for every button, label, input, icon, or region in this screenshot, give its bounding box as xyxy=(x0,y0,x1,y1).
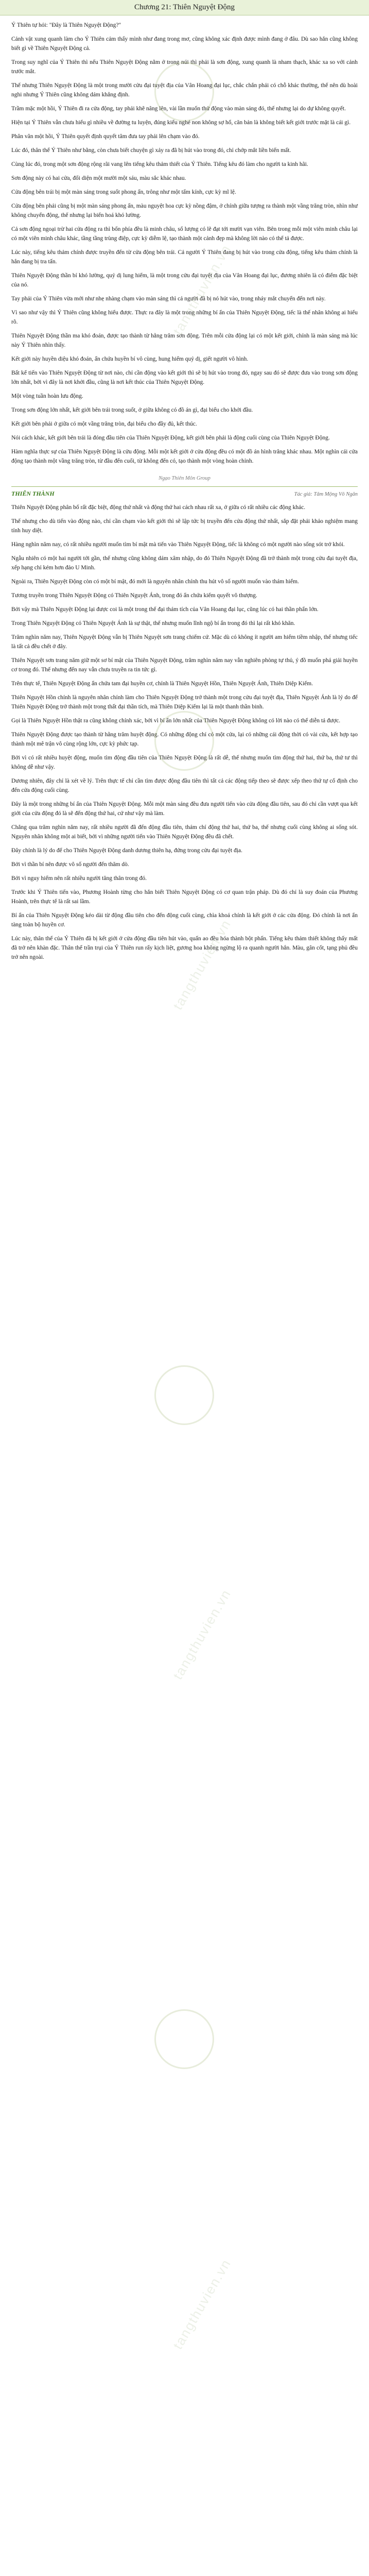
text-watermark-4: tangthuvien.vn xyxy=(170,2256,234,2352)
paragraph: Kết giới này huyền diệu khó đoán, ẩn chứa huyền bí vô cùng, hung hiểm quỷ dị, giết người vô hình. xyxy=(11,356,249,362)
paragraph: Ý Thiên tự hỏi: "Đây là Thiên Nguyệt Động?" xyxy=(11,22,121,28)
paragraph: Thiên Nguyệt sơn trang năm giữ một sơ bí mật của Thiên Nguyệt Động, trăm nghìn năm nay vẫn nghiên phòng tự thủ, ý đồ muốn phá giải huyền cơ trong đó. Thế nhưng đến nay vẫn chưa truyền ra tin tức gì. xyxy=(11,657,358,673)
paragraph: Ngẫu nhiên có một hai người tới gần, thế nhưng cũng không dám xâm nhập, do đó Thiên Nguyệt Động đã trở thành một trong cửu đại tuyệt địa, xếp hạng chỉ kém hơn đảo U Minh. xyxy=(11,555,358,571)
paragraph: Lúc này, tiếng kêu thảm chính được truyền đến từ cửa động bên trái. Cả người Ý Thiên đang bị hút vào trong cửa động, tiếng kêu thảm chính là hắn đang bị tra tấn. xyxy=(11,249,358,265)
paragraph: Trăm nghìn năm nay, Thiên Nguyệt Động vẫn bị Thiên Nguyệt sơn trang chiếm cứ. Mặc dù có không ít người am hiểm tiềm nhập, thế nhưng tiếc là tất cả đều chết ở đây. xyxy=(11,634,358,650)
paragraph: Hiện tại Ý Thiên vẫn chưa hiểu gì nhiều về đường tu luyện, đúng kiểu nghé non không sợ hổ, căn bản là không biết kết giới trước mặt là cái gì. xyxy=(11,120,351,126)
paragraph: Bởi vì nguy hiểm nên rất nhiều người tăng thân trong đó. xyxy=(11,875,147,882)
paragraph: Đây là một trong những bí ẩn của Thiên Nguyệt Động. Mỗi một màn sáng đều đưa người tiến vào cửa động đầu tiên, sau đó chỉ cần vượt qua kết giới của cửa động đó là sẽ đến động thứ hai, cứ như vậy mà làm. xyxy=(11,801,358,817)
paragraph: Phân vân một hồi, Ý Thiên quyết định quyết tâm đưa tay phải lên chạm vào đó. xyxy=(11,133,200,140)
chapter-title: Chương 21: Thiên Nguyệt Động xyxy=(134,3,235,11)
chapter-body-part-2 xyxy=(11,503,358,962)
paragraph: Bất kể tiến vào Thiên Nguyệt Động từ nơi nào, chỉ cần động vào kết giới thì sẽ bị hút vào trong đó, ngay sau đó sẽ được đưa vào trong sơn động lớn nhất, bởi vì đây là nơi khởi đầu, cũng là nơi kết thúc của Thiên Nguyệt Động. xyxy=(11,370,358,385)
paragraph: Tương truyền trong Thiên Nguyệt Động có Thiên Nguyệt Ánh, trong đó ẩn chứa kiếm quyết vô thượng. xyxy=(11,592,257,599)
author-credit: Tác giả: Tâm Mộng Vô Ngân xyxy=(294,492,358,497)
paragraph: Trong Thiên Nguyệt Động có Thiên Nguyệt Ánh là sự thật, thế nhưng muốn lĩnh ngộ bí ẩn trong đó thì lại rất khó khăn. xyxy=(11,620,295,626)
paragraph: Một vòng tuần hoàn lưu động. xyxy=(11,393,83,399)
paragraph: Bởi vì có rất nhiều huyệt động, muốn tìm động đầu tiên của Thiên Nguyệt Động là rất dễ, thế nhưng muốn tìm động thứ hai, thứ ba, thứ tư thì không dễ như vậy. xyxy=(11,755,358,770)
paragraph: Tay phải của Ý Thiên vừa mới như nhẹ nhàng chạm vào màn sáng thì cả người đã bị nó hút vào, trong nháy mắt chuyển đến nơi này. xyxy=(11,296,326,302)
paragraph: Kết giới bên phải ở giữa có một vầng trăng tròn, đại biểu cho đầy đủ, kết thúc. xyxy=(11,421,197,427)
text-watermark-3: tangthuvien.vn xyxy=(170,1586,234,1682)
paragraph: Cửa động bên phải cũng bị một màn sáng phong ấn, màu nguyệt hoa cực kỳ nồng đậm, ở chính giữa tượng ra thành một vầng trăng tròn, nhìn như không chuyển động, thế nhưng lại biến hoá khó lường. xyxy=(11,203,358,218)
paragraph: Vì sao như vậy thì Ý Thiên cũng không hiểu được. Thực ra đây là một trong những bí ẩn của Thiên Nguyệt Động, tiếc là thế nhân không ai hiểu rõ. xyxy=(11,310,358,325)
group-credit: Ngạo Thiên Môn Group xyxy=(159,476,210,481)
separator-line xyxy=(11,486,358,487)
paragraph: Nói cách khác, kết giới bên trái là đóng đầu tiên của Thiên Nguyệt Động, kết giới bên phải là động cuối cùng của Thiên Nguyệt Động. xyxy=(11,435,330,441)
paragraph: Cửa động bên trái bị một màn sáng trong suốt phong ấn, trông như một tấm kính, cực kỳ mĩ lệ. xyxy=(11,189,236,195)
chapter-header xyxy=(0,0,369,15)
paragraph: Trên thực tế, Thiên Nguyệt Động ẩn chứa tam đại huyền cơ, chính là Thiên Nguyệt Hồn, Thiên Nguyệt Ánh, Thiên Diệp Kiếm. xyxy=(11,681,313,687)
logo-watermark-lower xyxy=(154,1365,214,1425)
paragraph: Thiên Nguyệt Động thần ma khó đoán, được tạo thành từ hằng trăm sơn động. Trên mỗi cửa động lại có một kết giới, chính là màn sáng mà lúc này Ý Thiên nhìn thấy. xyxy=(11,333,358,348)
paragraph: Gọi là Thiên Nguyệt Hồn thật ra cũng không chính xác, bởi vì bí ẩn lớn nhất của Thiên Nguyệt Động không có lời nào có thể diễn tả được. xyxy=(11,718,341,724)
paragraph: Đây chính là lý do để cho Thiên Nguyệt Động danh dương thiên hạ, đứng trong cửu đại tuyệt địa. xyxy=(11,848,243,854)
part-header xyxy=(11,490,358,498)
paragraph: Trước khi Ý Thiên tiến vào, Phương Hoành từng cho hắn biết Thiên Nguyệt Động có cơ quan trận pháp. Dù đó chỉ là suy đoán của Phương Hoành, trên thực tế là rất sai lầm. xyxy=(11,889,358,905)
paragraph: Bởi vậy mà Thiên Nguyệt Động lại được coi là một trong thế đại thám tích của Vân Hoang đại lục, cũng lúc có hai thần phẩn lớn. xyxy=(11,606,319,613)
text-watermark-1: tangthuvien.vn xyxy=(170,242,234,337)
paragraph: Thiên Nguyệt Hồn chính là nguyên nhân chính làm cho Thiên Nguyệt Động trở thành một trong cửu đại tuyệt địa, Thiên Nguyệt Ánh là lý do để Thiên Nguyệt Động trở thành một trong thất đại thần tích, mà Thiên Diệp Kiếm lại là một thanh thần binh. xyxy=(11,694,358,710)
paragraph: Sơn động này có hai cửa, đối diện một mười một sáu, màu sắc khác nhau. xyxy=(11,175,186,181)
logo-watermark-bottom xyxy=(154,2009,214,2069)
paragraph: Hàng nghìn năm nay, có rất nhiều người muốn tìm bí mật mà tiến vào Thiên Nguyệt Động, tiếc là không có một người nào sống sót trở khỏi. xyxy=(11,541,345,548)
chapter-body-part-1 xyxy=(11,21,358,466)
paragraph: Cùng lúc đó, trong một sơn động rộng rãi vang lên tiếng kêu thảm thiết của Ý Thiên. Tiếng kêu đó làm cho người ta kinh hãi. xyxy=(11,161,308,167)
paragraph: Cảnh vật xung quanh làm cho Ý Thiên cảm thấy mình như đang trong mơ, cũng không xác định được mình đang ở đâu. Dù sao hắn cũng không biết gì về Thiên Nguyệt Động cả. xyxy=(11,36,358,52)
book-title: THIÊN THÀNH xyxy=(11,490,55,497)
paragraph: Trong suy nghĩ của Ý Thiên thì nếu Thiên Nguyệt Động nằm ở trong núi thì phải là sơn động, xung quanh là nham thạch, khác xa so với cảnh trước mắt. xyxy=(11,59,358,75)
paragraph: Dương nhiên, đây chỉ là xét về lý. Trên thực tế chỉ cần tìm được động đầu tiên thì tất cả các động tiếp theo sẽ được xếp theo thứ tự cố định cho đến cửa động cuối cùng. xyxy=(11,778,358,793)
paragraph: Trong sơn động lớn nhất, kết giới bên trái trong suốt, ở giữa không có đồ án gì, đại biểu cho khởi đầu. xyxy=(11,407,253,413)
paragraph: Thế nhưng Thiên Nguyệt Động là một trong mười cửu đại tuyệt địa của Vân Hoang đại lục, chắc chắn phải có chỗ khác thường, thế nên dù hoài nghi nhưng Ý Thiên cũng không dám khẳng định. xyxy=(11,82,358,98)
paragraph: Thế nhưng cho dù tiến vào động nào, chỉ cần chạm vào kết giới thì sẽ lập tức bị truyền đến cửa động thứ nhất, sắp đặt phải khảo nghiệm mang tính huy diệt. xyxy=(11,518,358,534)
paragraph: Bởi vì thần bí nên được vô số người đến thăm dò. xyxy=(11,861,129,868)
paragraph: Hàm nghĩa thực sự của Thiên Nguyệt Động là cửu động. Mỗi một kết giới ở cửa động đều có một đồ án hình trăng khác nhau. Một nghìn cái cửa động tạo thành một vầng trăng tròn, từ đầu đến cuối, từ không đến có, tạo thành một vòng hoàn chỉnh. xyxy=(11,449,358,464)
paragraph: Trầm mặc một hồi, Ý Thiên đi ra cửa động, tay phải khẽ nâng lên, vài lần muốn thử động vào màn sáng đó, thế nhưng lại do dự không quyết. xyxy=(11,106,346,112)
paragraph: Ngoài ra, Thiên Nguyệt Động còn có một bí mật, đó mới là nguyên nhân chính thu hút vô số người muốn vào thám hiểm. xyxy=(11,579,299,585)
paragraph: Lúc này, thân thể của Ý Thiên đã bị kết giới ở cửa động đầu tiên hút vào, quấn ao đều hóa thành bột phấn. Tiếng kêu thảm thiết không thấy mất đã trở nên khàn đặc. Thân thể trần trụi của Ý Thiên run rẩy kịch liệt, gương hoa không ngừng lộ ra quanh người hắn. Màu, gân cốt, tạng phủ đều trở nên ngoài. xyxy=(11,936,358,960)
paragraph: Thiên Nguyệt Động được tạo thành từ hằng trăm huyệt động. Có những động chỉ có một cửa, lại có những cái động thời có vài cửa, kết hợp tạo thành một mê trận vô cùng rộng lớn, cực kỳ phức tạp. xyxy=(11,732,358,747)
group-credit-block xyxy=(11,473,358,482)
paragraph: Chẳng qua trăm nghìn năm nay, rất nhiều người đã đến động đầu tiên, thám chí động thứ hai, thứ ba, thế nhưng cuối cùng không ai sống sót. Nguyên nhân không một ai biết, bởi vì những người tiến vào Thiên Nguyệt Động đều đã chết. xyxy=(11,824,358,840)
paragraph: Thiên Nguyệt Động thần bí khó lường, quỷ dị lung hiểm, là một trong cửu đại tuyệt địa của Vân Hoang đại lục, đương nhiên là có điểm đặc biệt của nó. xyxy=(11,273,358,288)
text-watermark-2: tangthuvien.vn xyxy=(170,917,234,1012)
paragraph: Thiên Nguyệt Động phân bố rất đặc biệt, động thứ nhất và động thứ hai cách nhau rất xa, ở giữa có rất nhiều các động khác. xyxy=(11,504,306,511)
paragraph: Lúc đó, thân thể Ý Thiên như bằng, còn chưa biết chuyện gì xảy ra đã bị hút vào trong đó, chỉ chớp mắt liền biến mất. xyxy=(11,147,291,154)
paragraph: Cả sơn động ngoại trừ hai cửa động ra thì bốn phía đều là minh châu, số lượng có lẽ đạt tới mười vạn viên. Bên trong mỗi một viên minh châu lại có một viên minh châu khác, tầng tầng trùng điệp, cực kỳ diễm lệ, tạo thành một cảnh đẹp mà không lời nào có thể tả được. xyxy=(11,226,358,242)
paragraph: Bí ẩn của Thiên Nguyệt Động kéo dài từ động đầu tiên cho đến động cuối cùng, chìa khoá chính là kết giới ở các cửa động. Đó chính là nơi ẩn tàng toàn bộ huyền cơ. xyxy=(11,912,358,928)
